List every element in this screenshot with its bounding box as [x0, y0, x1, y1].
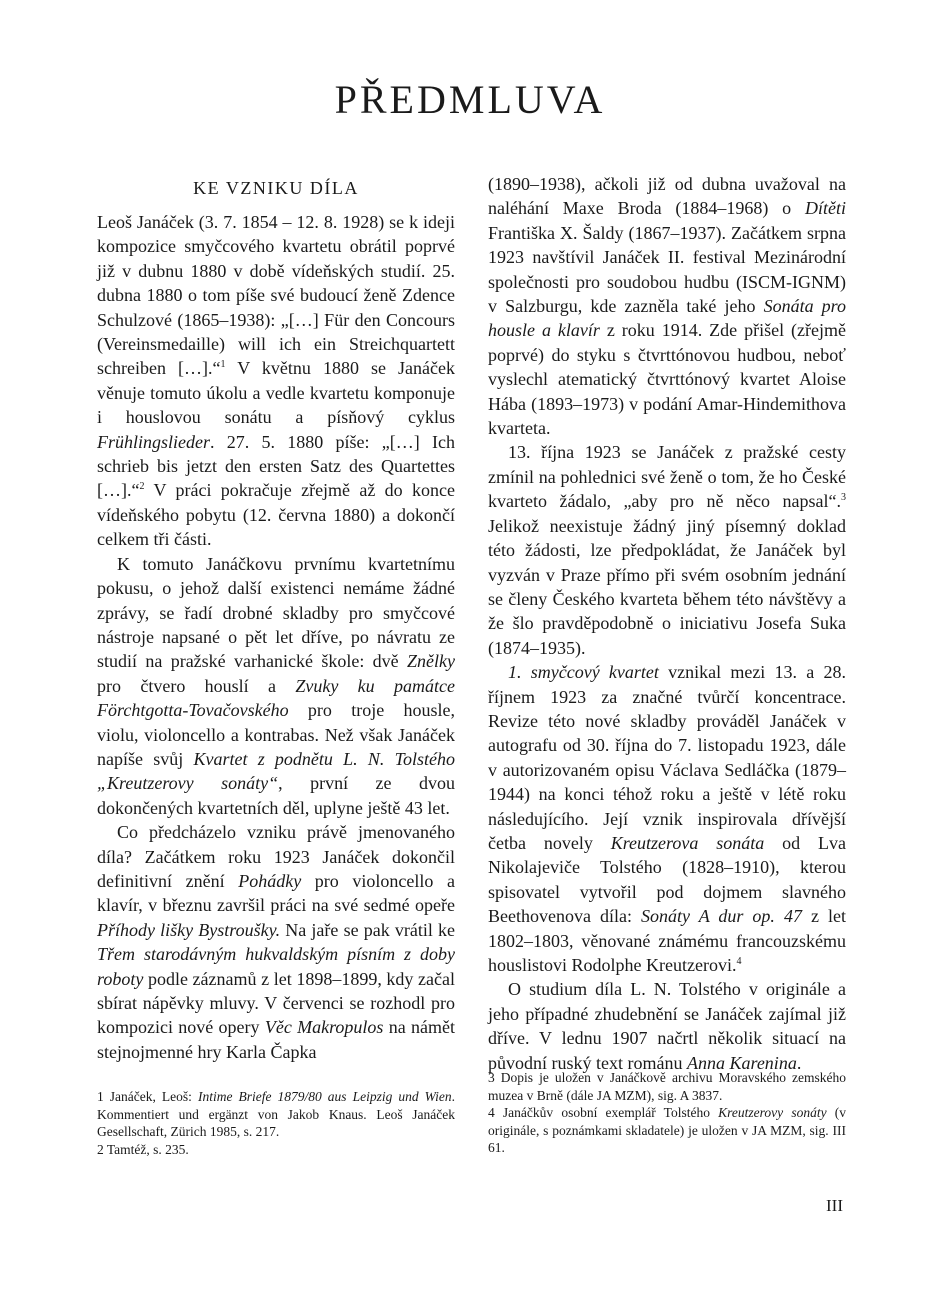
paragraph: O studium díla L. N. Tolstého v originále a jeho případné zhudebnění se Janáček zajímal již dříve. V lednu 1907 načrtl několik situací na původní ruský text románu Anna Karenina.	[488, 979, 846, 1073]
paragraph: 13. října 1923 se Janáček z pražské cesty zmínil na pohlednici své ženě o tom, že ho České kvarteto žádalo, „aby pro ně něco napsal“.$^3$ Jelikož neexistuje žádný jiný písemný doklad této žádosti, lze předpokládat, že Janáček byl vyzván v Praze přímo při svém osobním jednání se členy Českého kvarteta během této návštěvy a že šlo pravděpodobně o iniciativu Josefa Suka (1874–1935).	[488, 442, 846, 658]
footnotes-right	[488, 1069, 846, 1157]
page-title: PŘEDMLUVA	[334, 77, 606, 122]
page-number: III	[826, 1196, 843, 1215]
footnote: 3 Dopis je uložen v Janáčkově archivu Moravského zemského muzea v Brně (dále JA MZM), sig. A 3837.	[488, 1070, 846, 1103]
footnote: 2 Tamtéž, s. 235.	[97, 1141, 189, 1157]
footnote: 1 Janáček, Leoš: Intime Briefe 1879/80 aus Leipzig und Wien. Kommentiert und ergänzt von Jakob Knaus. Leoš Janáček Gesellschaft, Zürich 1985, s. 217.	[97, 1089, 456, 1139]
footnotes-left	[97, 1088, 455, 1158]
footnote: 4 Janáčkův osobní exemplář Tolstého Kreutzerovy sonáty (v originále, s poznámkami skladatele) je uložen v JA MZM, sig. III 61.	[488, 1105, 847, 1155]
paragraph: (1890–1938), ačkoli již od dubna uvažoval na naléhání Maxe Broda (1884–1968) o Dítěti Františka X. Šaldy (1867–1937). Začátkem srpna 1923 navštívil Janáček II. festival Mezinárodní společnosti pro soudobou hudbu (ISCM-IGNM) v Salzburgu, kde zazněla také jeho Sonáta pro housle a klavír z roku 1914. Zde přišel (zřejmě poprvé) do styku s čtvrttónovou hudbou, neboť vyslechl atematický čtvrttónový kvartet Aloise Hába (1893–1973) v podání Amar-Hindemithova kvarteta.	[488, 174, 847, 439]
section-heading: KE VZNIKU DÍLA	[193, 178, 359, 198]
footnote-ref[interactable]: 3	[841, 492, 846, 504]
left-column	[97, 172, 455, 1064]
paragraph: 1. smyčcový kvartet vznikal mezi 13. a 28. říjnem 1923 za značné tvůrčí koncentrace. Revize této nové skladby prováděl Janáček v autografu od 30. října do 7. listopadu 1923, dále v autorizovaném opisu Václava Sedláčka (1879–1944) na konci téhož roku a ještě v létě roku následujícího. Její vznik inspirovala dřívější četba novely Kreutzerova sonáta od Lva Nikolajeviče Tolstého (1828–1910), kterou spisovatel vytvořil pod dojmem slavného Beethovenova díla: Sonáty A dur op. 47 z let 1802–1803, věnované známému francouzskému houslistovi Rodolphe Kreutzerovi.$^4$	[488, 662, 846, 975]
footnote-ref[interactable]: 2	[139, 481, 145, 493]
paragraph: Co předcházelo vzniku právě jmenovaného díla? Začátkem roku 1923 Janáček dokončil definitivní znění Pohádky pro violoncello a klavír, v březnu završil práci na své sedmé opeře Příhody lišky Bystroušky. Na jaře se pak vrátil ke Třem starodávným hukvaldským písním z doby roboty podle záznamů z let 1898–1899, kdy začal sbírat nápěvky mluvy. V červenci se rozhodl pro kompozici nové opery Věc Makropulos na námět stejnojmenné hry Karla Čapka	[97, 822, 456, 1062]
paragraph: Leoš Janáček (3. 7. 1854 – 12. 8. 1928) se k ideji kompozice smyčcového kvartetu obrátil poprvé již v dubnu 1880 v době vídeňských studií. 25. dubna 1880 o tom píše své budoucí ženě Zdence Schulzové (1865–1938): „[…] Für den Concours (Vereinsmedaille) will ich ein Streichquartett schreiben […].“$^1$ V květnu 1880 se Janáček věnuje tomuto úkolu a vedle kvartetu komponuje i houslovou sonátu a písňový cyklus Frühlingslieder. 27. 5. 1880 píše: „[…] Ich schrieb bis jetzt den ersten Satz des Quartettes […].“$^2$ V práci pokračuje zřejmě až do konce vídeňského pobytu (12. června 1880) a dokončí celkem tři části.	[97, 212, 456, 550]
right-column	[488, 172, 846, 1075]
footnote-ref[interactable]: 1	[220, 359, 226, 371]
paragraph: K tomuto Janáčkovu prvnímu kvartetnímu pokusu, o jehož další existenci nemáme žádné zprávy, se řadí drobné skladby pro smyčcové nástroje napsané o pět let dříve, po návratu ze studií na pražské varhanické škole: dvě Znělky pro čtvero houslí a Zvuky ku památce Förchtgotta-Tovačovského pro troje housle, violu, violoncello a kontrabas. Než však Janáček napíše svůj Kvartet z podnětu L. N. Tolstého „Kreutzerovy sonáty“, první ze dvou dokončených kvartetních děl, uplyne ještě 43 let.	[97, 553, 455, 818]
footnote-ref[interactable]: 4	[736, 956, 742, 967]
